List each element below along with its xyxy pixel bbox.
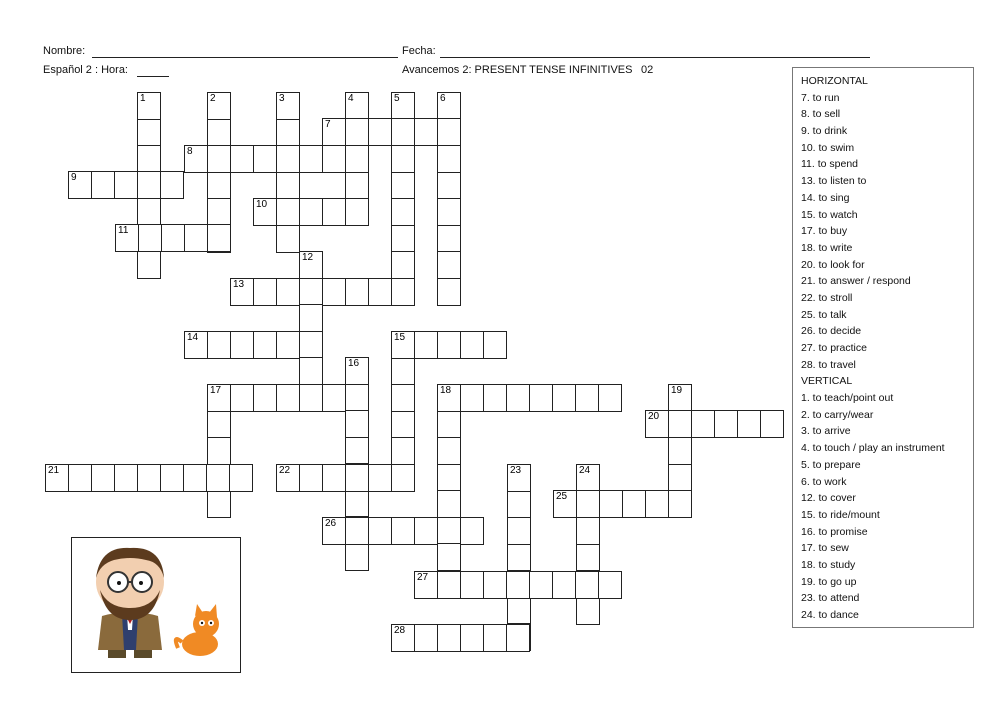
crossword-cell[interactable] — [276, 278, 300, 306]
crossword-cell[interactable] — [229, 464, 253, 492]
crossword-cell[interactable] — [437, 118, 461, 146]
crossword-cell[interactable] — [506, 624, 530, 652]
clue-vertical: 24. to dance — [801, 609, 859, 621]
crossword-cell[interactable] — [299, 357, 323, 385]
crossword-cell[interactable] — [437, 225, 461, 253]
clue-number-17: 17 — [210, 385, 222, 396]
crossword-cell[interactable] — [483, 571, 507, 599]
clue-number-25: 25 — [556, 491, 568, 502]
crossword-cell[interactable] — [737, 410, 761, 438]
clue-number-23: 23 — [510, 465, 522, 476]
clue-number-19: 19 — [671, 385, 683, 396]
crossword-cell[interactable] — [137, 198, 161, 226]
crossword-cell[interactable] — [437, 198, 461, 226]
crossword-cell[interactable] — [552, 384, 576, 412]
crossword-cell[interactable] — [206, 464, 230, 492]
crossword-cell[interactable] — [437, 543, 461, 571]
crossword-cell[interactable] — [299, 304, 323, 332]
crossword-cell[interactable] — [714, 410, 738, 438]
crossword-cell[interactable] — [576, 517, 600, 545]
crossword-cell[interactable] — [391, 278, 415, 306]
crossword-cell[interactable] — [668, 410, 692, 438]
crossword-cell[interactable] — [437, 145, 461, 173]
clue-vertical: 23. to attend — [801, 592, 860, 605]
crossword-cell[interactable] — [207, 331, 231, 359]
fecha-label: Fecha: — [402, 45, 436, 57]
crossword-cell[interactable] — [437, 464, 461, 492]
vertical-heading: VERTICAL — [801, 375, 853, 388]
crossword-cell[interactable] — [230, 384, 254, 412]
clue-number-28: 28 — [394, 625, 406, 636]
crossword-cell[interactable] — [576, 490, 600, 518]
crossword-cell[interactable] — [576, 597, 600, 625]
clue-horizontal: 22. to stroll — [801, 291, 853, 304]
clue-horizontal: 26. to decide — [801, 325, 862, 338]
clue-horizontal: 28. to travel — [801, 358, 856, 371]
crossword-cell[interactable] — [345, 118, 369, 146]
clue-vertical: 6. to work — [801, 475, 847, 488]
crossword-cell[interactable] — [322, 384, 346, 412]
crossword-cell[interactable] — [691, 410, 715, 438]
clue-horizontal: 17. to buy — [801, 225, 848, 238]
clue-vertical: 19. to go up — [801, 575, 857, 588]
clue-number-3: 3 — [279, 93, 285, 104]
crossword-cell[interactable] — [230, 331, 254, 359]
clue-number-11: 11 — [118, 225, 129, 236]
crossword-cell[interactable] — [575, 571, 599, 599]
crossword-cell[interactable] — [184, 224, 208, 252]
crossword-cell[interactable] — [276, 331, 300, 359]
crossword-cell[interactable] — [391, 172, 415, 200]
crossword-cell[interactable] — [391, 198, 415, 226]
clue-number-1: 1 — [140, 93, 146, 104]
crossword-cell[interactable] — [253, 384, 277, 412]
crossword-cell[interactable] — [345, 198, 369, 226]
clue-number-10: 10 — [256, 199, 268, 210]
crossword-cell[interactable] — [437, 624, 461, 652]
crossword-cell[interactable] — [529, 384, 553, 412]
crossword-cell[interactable] — [599, 490, 623, 518]
crossword-cell[interactable] — [506, 571, 530, 599]
crossword-cell[interactable] — [391, 464, 415, 492]
crossword-cell[interactable] — [552, 571, 576, 599]
crossword-cell[interactable] — [345, 278, 369, 306]
crossword-cell[interactable] — [668, 437, 692, 465]
crossword-cell[interactable] — [299, 331, 323, 359]
crossword-cell[interactable] — [299, 384, 323, 412]
clue-number-13: 13 — [233, 279, 245, 290]
crossword-cell[interactable] — [137, 145, 161, 173]
clue-vertical: 15. to ride/mount — [801, 508, 880, 521]
crossword-cell[interactable] — [138, 224, 162, 252]
crossword-cell[interactable] — [207, 411, 231, 439]
crossword-cell[interactable] — [299, 464, 323, 492]
crossword-cell[interactable] — [207, 224, 231, 252]
clue-number-14: 14 — [187, 332, 199, 343]
clue-number-20: 20 — [648, 411, 660, 422]
crossword-cell[interactable] — [322, 198, 346, 226]
crossword-cell[interactable] — [276, 145, 300, 173]
crossword-cell[interactable] — [391, 411, 415, 439]
crossword-cell[interactable] — [529, 571, 553, 599]
crossword-cell[interactable] — [160, 464, 184, 492]
crossword-cell[interactable] — [437, 517, 461, 545]
crossword-cell[interactable] — [483, 331, 507, 359]
crossword-cell[interactable] — [460, 624, 484, 652]
clue-horizontal: 7. to run — [801, 91, 840, 104]
clue-vertical: 18. to study — [801, 558, 856, 571]
clue-horizontal: 18. to write — [801, 241, 853, 254]
clue-horizontal: 27. to practice — [801, 342, 867, 354]
crossword-cell[interactable] — [391, 358, 415, 386]
crossword-cell[interactable] — [575, 384, 599, 412]
crossword-cell[interactable] — [276, 198, 300, 226]
clue-horizontal: 21. to answer / respond — [801, 275, 911, 288]
crossword-cell[interactable] — [414, 517, 438, 545]
crossword-cell[interactable] — [368, 278, 392, 306]
crossword-cell[interactable] — [322, 145, 346, 173]
crossword-cell[interactable] — [460, 517, 484, 545]
crossword-cell[interactable] — [391, 251, 415, 279]
clues-box — [792, 67, 974, 628]
crossword-cell[interactable] — [645, 490, 669, 518]
worksheet-subtitle: Avancemos 2: PRESENT TENSE INFINITIVES — [402, 64, 633, 76]
crossword-cell[interactable] — [253, 331, 277, 359]
clue-horizontal: 25. to talk — [801, 308, 847, 321]
crossword-cell[interactable] — [345, 517, 369, 545]
crossword-cell[interactable] — [276, 225, 300, 253]
horizontal-heading: HORIZONTAL — [801, 75, 868, 87]
crossword-cell[interactable] — [414, 331, 438, 359]
crossword-cell[interactable] — [345, 464, 369, 492]
clue-vertical: 3. to arrive — [801, 425, 851, 438]
clue-horizontal: 10. to swim — [801, 141, 855, 154]
crossword-cell[interactable] — [68, 464, 92, 492]
crossword-cell[interactable] — [207, 172, 231, 200]
crossword-cell[interactable] — [114, 171, 138, 199]
crossword-cell[interactable] — [299, 145, 323, 173]
crossword-cell[interactable] — [160, 171, 184, 199]
crossword-cell[interactable] — [230, 145, 254, 173]
crossword-cell[interactable] — [437, 172, 461, 200]
clue-number-18: 18 — [440, 385, 452, 396]
crossword-cell[interactable] — [253, 278, 277, 306]
clue-number-27: 27 — [417, 572, 429, 583]
crossword-cell[interactable] — [598, 571, 622, 599]
crossword-cell[interactable] — [276, 384, 300, 412]
clue-horizontal: 9. to drink — [801, 125, 848, 138]
clue-vertical: 17. to sew — [801, 542, 849, 555]
crossword-cell[interactable] — [299, 198, 323, 226]
crossword-cell[interactable] — [437, 331, 461, 359]
crossword-cell[interactable] — [207, 490, 231, 518]
crossword-cell[interactable] — [760, 410, 784, 438]
cartoon-picture — [71, 537, 241, 673]
crossword-cell[interactable] — [207, 145, 231, 173]
crossword-cell[interactable] — [437, 251, 461, 279]
clue-number-5: 5 — [394, 93, 400, 104]
crossword-cell[interactable] — [91, 464, 115, 492]
crossword-cell[interactable] — [345, 145, 369, 173]
crossword-cell[interactable] — [414, 624, 438, 652]
clue-number-2: 2 — [210, 93, 216, 104]
crossword-cell[interactable] — [299, 278, 323, 306]
clue-horizontal: 8. to sell — [801, 108, 841, 121]
crossword-cell[interactable] — [576, 544, 600, 572]
crossword-cell[interactable] — [137, 464, 161, 492]
clue-horizontal: 11. to spend — [801, 158, 859, 171]
crossword-cell[interactable] — [345, 384, 369, 412]
crossword-cell[interactable] — [345, 490, 369, 518]
crossword-cell[interactable] — [207, 437, 231, 465]
crossword-cell[interactable] — [137, 171, 161, 199]
crossword-cell[interactable] — [253, 145, 277, 173]
clue-vertical: 4. to touch / play an instrument — [801, 442, 945, 455]
crossword-cell[interactable] — [622, 490, 646, 518]
crossword-cell[interactable] — [437, 437, 461, 465]
crossword-cell[interactable] — [345, 543, 369, 571]
crossword-cell[interactable] — [207, 198, 231, 226]
crossword-cell[interactable] — [507, 597, 531, 625]
crossword-cell[interactable] — [483, 384, 507, 412]
crossword-cell[interactable] — [391, 384, 415, 412]
clue-number-8: 8 — [187, 146, 193, 157]
crossword-cell[interactable] — [437, 278, 461, 306]
crossword-cell[interactable] — [391, 145, 415, 173]
clue-horizontal: 20. to look for — [801, 258, 865, 271]
crossword-cell[interactable] — [368, 517, 392, 545]
crossword-cell[interactable] — [322, 464, 346, 492]
crossword-cell[interactable] — [183, 464, 207, 492]
clue-vertical: 1. to teach/point out — [801, 392, 894, 405]
clue-vertical: 16. to promise — [801, 525, 868, 538]
clue-number-9: 9 — [71, 172, 77, 183]
clue-vertical: 2. to carry/wear — [801, 408, 874, 421]
clue-number-26: 26 — [325, 518, 337, 529]
crossword-cell[interactable] — [161, 224, 185, 252]
crossword-cell[interactable] — [460, 384, 484, 412]
crossword-cell[interactable] — [368, 118, 392, 146]
clue-number-7: 7 — [325, 119, 331, 130]
clue-number-24: 24 — [579, 465, 591, 476]
crossword-cell[interactable] — [368, 464, 392, 492]
crossword-cell[interactable] — [91, 171, 115, 199]
nombre-label: Nombre: — [43, 45, 86, 57]
class-hour-label: Español 2 : Hora: — [43, 64, 128, 76]
clue-vertical: 5. to prepare — [801, 458, 861, 471]
crossword-cell[interactable] — [668, 464, 692, 492]
clue-number-4: 4 — [348, 93, 354, 104]
clue-horizontal: 13. to listen to — [801, 175, 867, 188]
crossword-cell[interactable] — [460, 571, 484, 599]
crossword-cell[interactable] — [114, 464, 138, 492]
crossword-cell[interactable] — [507, 544, 531, 572]
crossword-cell[interactable] — [460, 331, 484, 359]
crossword-cell[interactable] — [137, 119, 161, 147]
crossword-cell[interactable] — [322, 278, 346, 306]
clue-vertical: 12. to cover — [801, 492, 856, 505]
clue-number-6: 6 — [440, 93, 446, 104]
crossword-cell[interactable] — [391, 225, 415, 253]
crossword-cell[interactable] — [345, 410, 369, 438]
worksheet-code: 02 — [641, 64, 654, 76]
clue-horizontal: 14. to sing — [801, 191, 850, 204]
clue-number-21: 21 — [48, 465, 60, 476]
crossword-cell[interactable] — [483, 624, 507, 652]
crossword-cell[interactable] — [391, 437, 415, 465]
clue-number-16: 16 — [348, 358, 360, 369]
crossword-cell[interactable] — [437, 411, 461, 439]
crossword-cell[interactable] — [391, 517, 415, 545]
clue-number-22: 22 — [279, 465, 291, 476]
crossword-cell[interactable] — [345, 172, 369, 200]
crossword-cell[interactable] — [507, 491, 531, 519]
crossword-cell[interactable] — [414, 118, 438, 146]
crossword-cell[interactable] — [345, 437, 369, 465]
crossword-cell[interactable] — [391, 118, 415, 146]
crossword-cell[interactable] — [598, 384, 622, 412]
crossword-cell[interactable] — [507, 517, 531, 545]
crossword-cell[interactable] — [207, 119, 231, 147]
crossword-cell[interactable] — [506, 384, 530, 412]
crossword-cell[interactable] — [668, 490, 692, 518]
clue-horizontal: 15. to watch — [801, 208, 858, 221]
clue-number-15: 15 — [394, 332, 406, 343]
crossword-cell[interactable] — [437, 490, 461, 518]
crossword-cell[interactable] — [137, 251, 161, 279]
crossword-cell[interactable] — [276, 119, 300, 147]
crossword-cell[interactable] — [276, 172, 300, 200]
crossword-cell[interactable] — [437, 571, 461, 599]
clue-number-12: 12 — [302, 252, 314, 263]
teacher-with-cat-icon — [72, 538, 240, 672]
